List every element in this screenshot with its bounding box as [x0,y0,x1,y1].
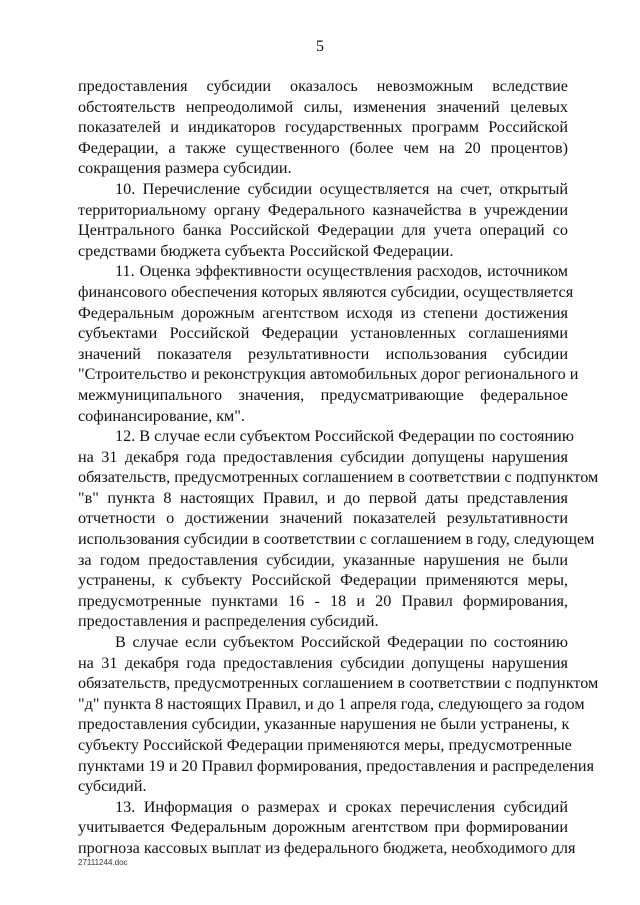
text-line: софинансирование, км". [78,406,245,425]
text-line: субъекту Российской Федерации применяются меры, предусмотренные [78,736,572,754]
text-line: В случае если субъектом Российской Федерации по состоянию [115,633,568,652]
text-line: субъектами Российской Федерации установленных соглашениями [78,324,568,343]
text-line: обязательств, предусмотренных соглашением в соответствии с подпунктом [78,674,599,693]
text-line: предоставления субсидии оказалось невозможным вследствие [78,77,568,95]
text-line: 10. Перечисление субсидии осуществляется на счет, открытый [115,179,568,198]
text-line: прогноза кассовых выплат из федерального бюджета, необходимого для [78,838,576,857]
text-line: обязательств, предусмотренных соглашением в соответствии с подпунктом [78,468,599,487]
text-line: на 31 декабря года предоставления субсидии допущены нарушения [78,653,568,672]
text-line: территориальному органу Федерального казначейства в учреждении [78,200,568,219]
text-line: пунктами 19 и 20 Правил формирования, предоставления и распределения [78,756,595,775]
text-line: межмуниципального значения, предусматривающие федеральное [78,385,568,404]
text-line: 11. Оценка эффективности осуществления расходов, источником [115,262,568,281]
text-line: субсидий. [78,777,147,796]
text-line: средствами бюджета субъекта Российской Федерации. [78,241,454,260]
text-line: "в" пункта 8 настоящих Правил, и до первой даты представления [78,488,568,507]
text-line: за годом предоставления субсидии, указанные нарушения не были [78,550,568,569]
text-line: 12. В случае если субъектом Российской Федерации по состоянию [115,427,574,446]
text-line: устранены, к субъекту Российской Федерации применяются меры, [78,571,568,590]
text-line: Центрального банка Российской Федерации для учета операций со [78,221,568,240]
text-line: 13. Информация о размерах и сроках перечисления субсидий [115,797,568,816]
text-line: Федеральным дорожным агентством исходя из степени достижения [78,303,568,322]
text-line: на 31 декабря года предоставления субсидии допущены нарушения [78,447,568,466]
text-line: предоставления и распределения субсидий. [78,612,379,631]
text-line: использования субсидии в соответствии с соглашением в году, следующем [78,530,595,549]
text-line: Федерации, а также существенного (более чем на 20 процентов) [78,138,568,157]
text-line: "Строительство и реконструкция автомобильных дорог регионального и [78,365,579,384]
text-line: обстоятельств непреодолимой силы, изменения значений целевых [78,97,568,116]
text-line: значений показателя результативности использования субсидии [78,344,568,363]
text-line: "д" пункта 8 настоящих Правил, и до 1 апреля года, следующего за годом [78,694,585,713]
document-filename: 27111244.doc [78,858,128,867]
text-line: отчетности о достижении значений показателей результативности [78,509,568,528]
text-line: учитывается Федеральным дорожным агентством при формировании [78,818,568,837]
text-line: финансового обеспечения которых являются субсидии, осуществляется [78,282,574,301]
page-number: 5 [316,38,324,55]
text-line: сокращения размера субсидии. [78,159,292,178]
text-line: предоставления субсидии, указанные нарушения не были устранены, к [78,715,570,734]
text-line: показателей и индикаторов государственных программ Российской [78,118,568,137]
text-line: предусмотренные пунктами 16 - 18 и 20 Правил формирования, [78,591,568,610]
document-body [78,76,599,859]
